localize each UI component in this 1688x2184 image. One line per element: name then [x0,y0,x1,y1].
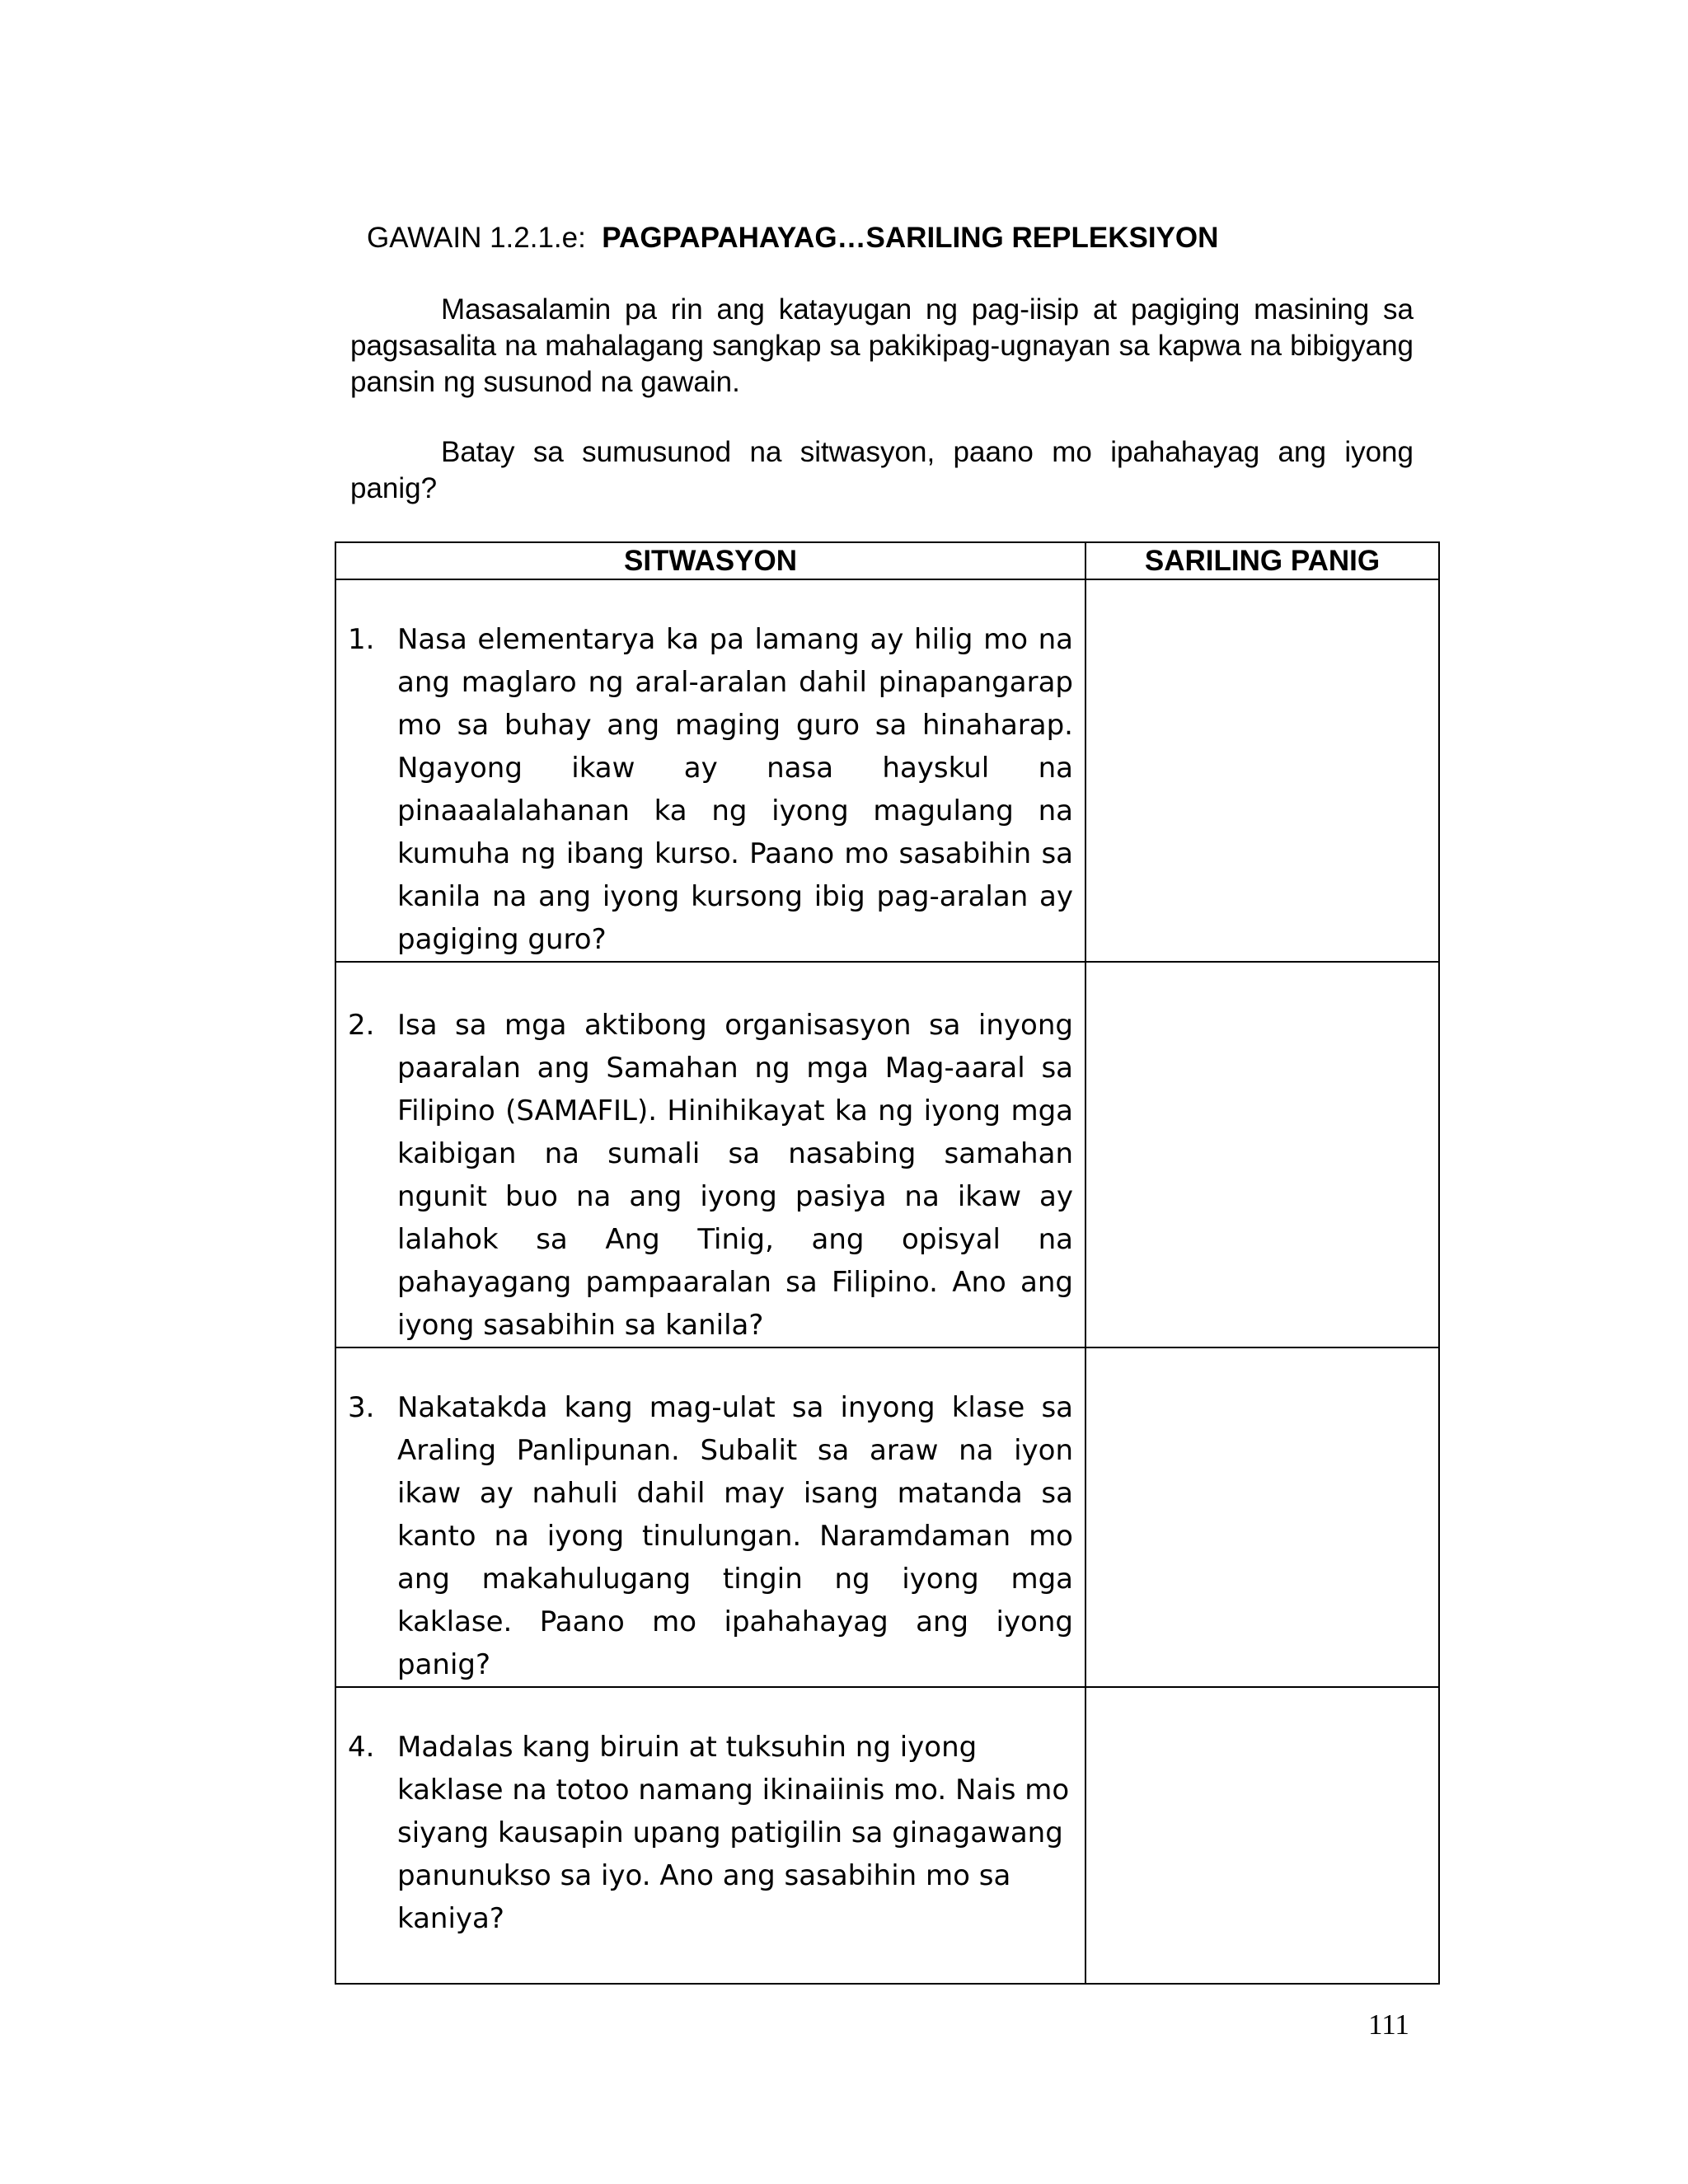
situation-table [335,541,1440,1985]
situation-cell [335,579,1085,962]
table-row [335,1687,1439,1984]
situation-cell [335,962,1085,1347]
answer-cell[interactable] [1085,1347,1439,1687]
activity-number: GAWAIN 1.2.1.e: [367,222,586,254]
table-row [335,962,1439,1347]
answer-cell[interactable] [1085,1687,1439,1984]
answer-cell[interactable] [1085,962,1439,1347]
situation-cell [335,1347,1085,1687]
header-situation: SITWASYON [335,542,1085,579]
situation-text: Madalas kang biruin at tuksuhin ng iyong kaklase na totoo namang ikinaiinis mo. Nais mo siyang kausapin upang patigilin sa ginagawang panunukso sa iyo. Ano ang sasabihin mo sa kaniya? [397,1731,1070,1935]
item-number: 1. [348,623,375,656]
header-own-side: SARILING PANIG [1085,542,1439,579]
situation-cell [335,1687,1085,1984]
activity-title: PAGPAPAHAYAG…SARILING REPLEKSIYON [602,222,1219,254]
activity-heading [367,218,1218,259]
table-header-row [335,542,1439,579]
item-number: 2. [348,1009,375,1042]
item-number: 4. [348,1731,375,1764]
intro-paragraph: Masasalamin pa rin ang katayugan ng pag-iisip at pagiging masining sa pagsasalita na mahalagang sangkap sa pakikipag-ugnayan sa kapwa na bibigyang pansin ng susunod na gawain. [350,293,1414,398]
item-number: 3. [348,1391,375,1424]
situation-text: Nakatakda kang mag-ulat sa inyong klase sa Araling Panlipunan. Subalit sa araw na iyon ikaw ay nahuli dahil may isang matanda sa kanto na iyong tinulungan. Naramdaman mo ang makahulugang tingin ng iyong mga kaklase. Paano mo ipahahayag ang iyong panig? [397,1391,1073,1681]
table-row [335,1347,1439,1687]
page-number: 111 [1368,2008,1409,2041]
situation-text: Nasa elementarya ka pa lamang ay hilig mo na ang maglaro ng aral-aralan dahil pinapangarap mo sa buhay ang maging guro sa hinaharap. Ngayong ikaw ay nasa hayskul na pinaaalalahanan ka ng iyong magulang na kumuha ng ibang kurso. Paano mo sasabihin sa kanila na ang iyong kursong ibig pag-aralan ay pagiging guro? [397,623,1073,956]
situation-text: Isa sa mga aktibong organisasyon sa inyong paaralan ang Samahan ng mga Mag-aaral sa Filipino (SAMAFIL). Hinihikayat ka ng iyong mga kaibigan na sumali sa nasabing samahan ngunit buo na ang iyong pasiya na ikaw ay lalahok sa Ang Tinig, ang opisyal na pahayagang pampaaralan sa Filipino. Ano ang iyong sasabihin sa kanila? [397,1009,1073,1342]
instruction-paragraph: Batay sa sumusunod na sitwasyon, paano mo ipahahayag ang iyong panig? [350,436,1414,504]
answer-cell[interactable] [1085,579,1439,962]
table-row [335,579,1439,962]
